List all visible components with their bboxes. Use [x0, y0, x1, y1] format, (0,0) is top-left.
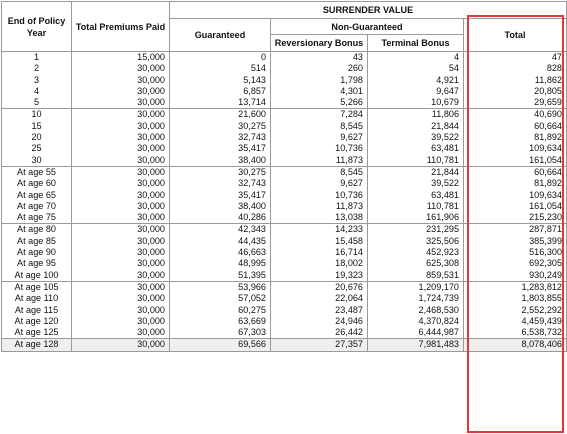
terminal-bonus-cell: 859,531 — [368, 270, 464, 282]
guaranteed-cell: 21,600 — [170, 109, 271, 121]
reversionary-bonus-cell: 11,873 — [271, 201, 368, 212]
year-cell: 25 — [2, 143, 72, 154]
reversionary-bonus-cell: 19,323 — [271, 270, 368, 282]
reversionary-bonus-cell: 10,736 — [271, 143, 368, 154]
guaranteed-cell: 30,275 — [170, 166, 271, 178]
guaranteed-cell: 67,303 — [170, 327, 271, 339]
guaranteed-cell: 30,275 — [170, 121, 271, 132]
total-cell: 287,871 — [464, 224, 567, 236]
table-row — [2, 316, 567, 327]
terminal-bonus-cell: 1,209,170 — [368, 281, 464, 293]
premiums-cell: 30,000 — [72, 190, 170, 201]
table-row — [2, 166, 567, 178]
premiums-cell: 30,000 — [72, 327, 170, 339]
header-terminal-bonus: Terminal Bonus — [368, 35, 464, 52]
year-cell: At age 75 — [2, 212, 72, 224]
table-row — [2, 109, 567, 121]
premiums-cell: 30,000 — [72, 178, 170, 189]
terminal-bonus-cell: 110,781 — [368, 201, 464, 212]
total-cell: 60,664 — [464, 166, 567, 178]
terminal-bonus-cell: 39,522 — [368, 178, 464, 189]
table-row — [2, 281, 567, 293]
year-cell: 3 — [2, 75, 72, 86]
guaranteed-cell: 51,395 — [170, 270, 271, 282]
year-cell: 15 — [2, 121, 72, 132]
guaranteed-cell: 48,995 — [170, 258, 271, 269]
premiums-cell: 30,000 — [72, 247, 170, 258]
guaranteed-cell: 57,052 — [170, 293, 271, 304]
guaranteed-cell: 514 — [170, 63, 271, 74]
guaranteed-cell: 35,417 — [170, 143, 271, 154]
header-reversionary-bonus: Reversionary Bonus — [271, 35, 368, 52]
table-row — [2, 86, 567, 97]
terminal-bonus-cell: 63,481 — [368, 190, 464, 201]
premiums-cell: 30,000 — [72, 316, 170, 327]
total-cell: 81,892 — [464, 178, 567, 189]
year-cell: At age 60 — [2, 178, 72, 189]
reversionary-bonus-cell: 8,545 — [271, 121, 368, 132]
year-cell: At age 125 — [2, 327, 72, 339]
terminal-bonus-cell: 63,481 — [368, 143, 464, 154]
table-row — [2, 190, 567, 201]
terminal-bonus-cell: 325,506 — [368, 236, 464, 247]
reversionary-bonus-cell: 16,714 — [271, 247, 368, 258]
terminal-bonus-cell: 6,444,987 — [368, 327, 464, 339]
premiums-cell: 30,000 — [72, 155, 170, 167]
reversionary-bonus-cell: 20,676 — [271, 281, 368, 293]
year-cell: At age 80 — [2, 224, 72, 236]
year-cell: At age 90 — [2, 247, 72, 258]
terminal-bonus-cell: 161,906 — [368, 212, 464, 224]
premiums-cell: 30,000 — [72, 339, 170, 351]
reversionary-bonus-cell: 26,442 — [271, 327, 368, 339]
header-surrender-value: SURRENDER VALUE — [170, 2, 567, 19]
total-cell: 2,552,292 — [464, 305, 567, 316]
table-row — [2, 121, 567, 132]
year-cell: 20 — [2, 132, 72, 143]
table-row — [2, 63, 567, 74]
table-row — [2, 132, 567, 143]
reversionary-bonus-cell: 13,038 — [271, 212, 368, 224]
year-cell: 2 — [2, 63, 72, 74]
premiums-cell: 30,000 — [72, 224, 170, 236]
table-row — [2, 143, 567, 154]
premiums-cell: 30,000 — [72, 258, 170, 269]
total-cell: 161,054 — [464, 201, 567, 212]
surrender-value-table — [1, 1, 567, 352]
guaranteed-cell: 38,400 — [170, 201, 271, 212]
reversionary-bonus-cell: 11,873 — [271, 155, 368, 167]
year-cell: 10 — [2, 109, 72, 121]
reversionary-bonus-cell: 15,458 — [271, 236, 368, 247]
premiums-cell: 30,000 — [72, 236, 170, 247]
reversionary-bonus-cell: 9,627 — [271, 132, 368, 143]
total-cell: 81,892 — [464, 132, 567, 143]
total-cell: 161,054 — [464, 155, 567, 167]
total-cell: 1,283,812 — [464, 281, 567, 293]
guaranteed-cell: 5,143 — [170, 75, 271, 86]
total-cell: 20,805 — [464, 86, 567, 97]
year-cell: At age 115 — [2, 305, 72, 316]
header-end-of-policy-year: End of Policy Year — [2, 2, 72, 52]
premiums-cell: 30,000 — [72, 281, 170, 293]
guaranteed-cell: 32,743 — [170, 178, 271, 189]
total-cell: 1,803,855 — [464, 293, 567, 304]
guaranteed-cell: 44,435 — [170, 236, 271, 247]
terminal-bonus-cell: 11,806 — [368, 109, 464, 121]
table-row — [2, 258, 567, 269]
table-row — [2, 224, 567, 236]
table-row — [2, 212, 567, 224]
guaranteed-cell: 0 — [170, 52, 271, 64]
year-cell: At age 55 — [2, 166, 72, 178]
table-row — [2, 247, 567, 258]
total-cell: 692,305 — [464, 258, 567, 269]
reversionary-bonus-cell: 5,266 — [271, 97, 368, 109]
terminal-bonus-cell: 54 — [368, 63, 464, 74]
reversionary-bonus-cell: 7,284 — [271, 109, 368, 121]
total-cell: 40,690 — [464, 109, 567, 121]
terminal-bonus-cell: 452,923 — [368, 247, 464, 258]
guaranteed-cell: 69,566 — [170, 339, 271, 351]
premiums-cell: 30,000 — [72, 212, 170, 224]
header-guaranteed: Guaranteed — [170, 19, 271, 52]
table-row — [2, 339, 567, 351]
total-cell: 11,862 — [464, 75, 567, 86]
terminal-bonus-cell: 2,468,530 — [368, 305, 464, 316]
reversionary-bonus-cell: 23,487 — [271, 305, 368, 316]
reversionary-bonus-cell: 43 — [271, 52, 368, 64]
table-row — [2, 270, 567, 282]
terminal-bonus-cell: 231,295 — [368, 224, 464, 236]
reversionary-bonus-cell: 14,233 — [271, 224, 368, 236]
premiums-cell: 30,000 — [72, 97, 170, 109]
table-row — [2, 201, 567, 212]
premiums-cell: 30,000 — [72, 270, 170, 282]
premiums-cell: 30,000 — [72, 63, 170, 74]
premiums-cell: 30,000 — [72, 166, 170, 178]
premiums-cell: 30,000 — [72, 305, 170, 316]
guaranteed-cell: 13,714 — [170, 97, 271, 109]
total-cell: 109,634 — [464, 190, 567, 201]
header-total-premiums-paid: Total Premiums Paid — [72, 2, 170, 52]
table-row — [2, 236, 567, 247]
terminal-bonus-cell: 21,844 — [368, 121, 464, 132]
total-cell: 385,399 — [464, 236, 567, 247]
table-row — [2, 305, 567, 316]
surrender-value-table-container — [1, 1, 567, 352]
guaranteed-cell: 38,400 — [170, 155, 271, 167]
guaranteed-cell: 32,743 — [170, 132, 271, 143]
reversionary-bonus-cell: 10,736 — [271, 190, 368, 201]
premiums-cell: 30,000 — [72, 132, 170, 143]
year-cell: At age 70 — [2, 201, 72, 212]
guaranteed-cell: 60,275 — [170, 305, 271, 316]
guaranteed-cell: 46,663 — [170, 247, 271, 258]
table-row — [2, 293, 567, 304]
year-cell: At age 105 — [2, 281, 72, 293]
total-cell: 29,659 — [464, 97, 567, 109]
table-header — [2, 2, 567, 52]
year-cell: At age 100 — [2, 270, 72, 282]
year-cell: 30 — [2, 155, 72, 167]
reversionary-bonus-cell: 1,798 — [271, 75, 368, 86]
total-cell: 4,459,439 — [464, 316, 567, 327]
header-non-guaranteed: Non-Guaranteed — [271, 19, 464, 35]
reversionary-bonus-cell: 4,301 — [271, 86, 368, 97]
terminal-bonus-cell: 4,370,824 — [368, 316, 464, 327]
table-row — [2, 52, 567, 64]
terminal-bonus-cell: 39,522 — [368, 132, 464, 143]
premiums-cell: 30,000 — [72, 121, 170, 132]
reversionary-bonus-cell: 8,545 — [271, 166, 368, 178]
terminal-bonus-cell: 110,781 — [368, 155, 464, 167]
guaranteed-cell: 40,286 — [170, 212, 271, 224]
reversionary-bonus-cell: 22,064 — [271, 293, 368, 304]
guaranteed-cell: 35,417 — [170, 190, 271, 201]
table-row — [2, 178, 567, 189]
reversionary-bonus-cell: 260 — [271, 63, 368, 74]
total-cell: 215,230 — [464, 212, 567, 224]
table-row — [2, 327, 567, 339]
total-cell: 109,634 — [464, 143, 567, 154]
terminal-bonus-cell: 4,921 — [368, 75, 464, 86]
terminal-bonus-cell: 10,679 — [368, 97, 464, 109]
terminal-bonus-cell: 21,844 — [368, 166, 464, 178]
premiums-cell: 30,000 — [72, 109, 170, 121]
premiums-cell: 15,000 — [72, 52, 170, 64]
year-cell: At age 110 — [2, 293, 72, 304]
total-cell: 930,249 — [464, 270, 567, 282]
terminal-bonus-cell: 1,724,739 — [368, 293, 464, 304]
reversionary-bonus-cell: 27,357 — [271, 339, 368, 351]
reversionary-bonus-cell: 18,002 — [271, 258, 368, 269]
year-cell: At age 120 — [2, 316, 72, 327]
year-cell: At age 128 — [2, 339, 72, 351]
terminal-bonus-cell: 7,981,483 — [368, 339, 464, 351]
terminal-bonus-cell: 4 — [368, 52, 464, 64]
reversionary-bonus-cell: 9,627 — [271, 178, 368, 189]
guaranteed-cell: 6,857 — [170, 86, 271, 97]
terminal-bonus-cell: 625,308 — [368, 258, 464, 269]
total-cell: 6,538,732 — [464, 327, 567, 339]
year-cell: At age 95 — [2, 258, 72, 269]
guaranteed-cell: 42,343 — [170, 224, 271, 236]
total-cell: 47 — [464, 52, 567, 64]
header-total: Total — [464, 19, 567, 52]
guaranteed-cell: 53,966 — [170, 281, 271, 293]
total-cell: 8,078,406 — [464, 339, 567, 351]
table-row — [2, 75, 567, 86]
reversionary-bonus-cell: 24,946 — [271, 316, 368, 327]
total-cell: 516,300 — [464, 247, 567, 258]
table-row — [2, 155, 567, 167]
guaranteed-cell: 63,669 — [170, 316, 271, 327]
premiums-cell: 30,000 — [72, 75, 170, 86]
total-cell: 60,664 — [464, 121, 567, 132]
total-cell: 828 — [464, 63, 567, 74]
premiums-cell: 30,000 — [72, 86, 170, 97]
year-cell: 4 — [2, 86, 72, 97]
terminal-bonus-cell: 9,647 — [368, 86, 464, 97]
year-cell: 5 — [2, 97, 72, 109]
year-cell: At age 65 — [2, 190, 72, 201]
table-row — [2, 97, 567, 109]
year-cell: 1 — [2, 52, 72, 64]
premiums-cell: 30,000 — [72, 143, 170, 154]
year-cell: At age 85 — [2, 236, 72, 247]
table-body — [2, 52, 567, 352]
premiums-cell: 30,000 — [72, 293, 170, 304]
premiums-cell: 30,000 — [72, 201, 170, 212]
